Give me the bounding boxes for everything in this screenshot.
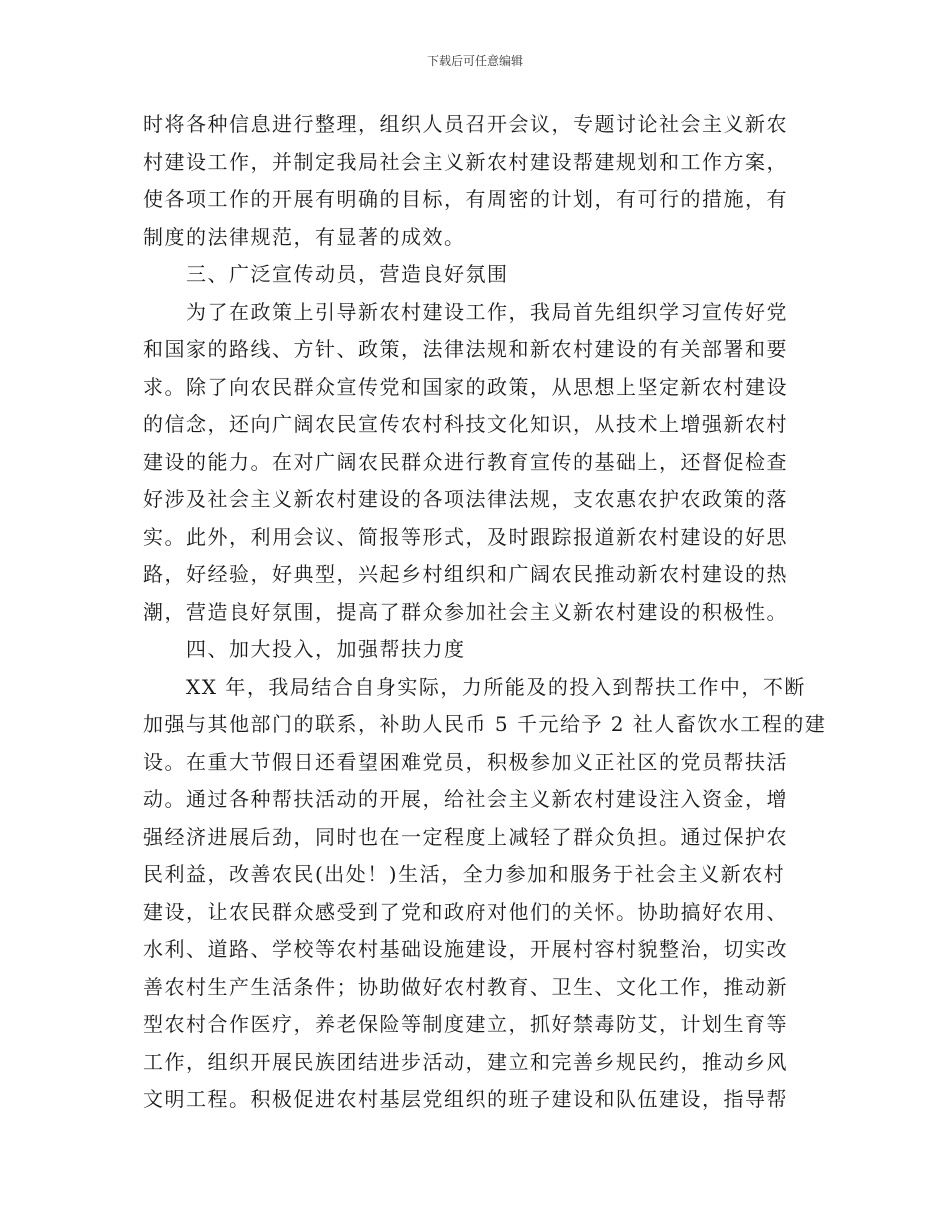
text-line-1: 时将各种信息进行整理，组织人员召开会议，专题讨论社会主义新农 <box>143 112 788 136</box>
text-line-12: 实。此外，利用会议、简报等形式，及时跟踪报道新农村建设的好思 <box>143 524 788 549</box>
text-line-21: 民利益，改善农民(出处！)生活，全力参加和服务于社会主义新农村 <box>143 862 786 886</box>
text-line-26: 工作，组织开展民族团结进步活动，建立和完善乡规民约，推动乡风 <box>143 1049 788 1074</box>
text-line-2: 村建设工作，并制定我局社会主义新农村建设帮建规划和工作方案， <box>143 149 788 174</box>
text-line-19: 动。通过各种帮扶活动的开展，给社会主义新农村建设注入资金，增 <box>143 787 788 811</box>
text-line-6: 为了在政策上引导新农村建设工作，我局首先组织学习宣传好党 <box>186 299 788 324</box>
text-line-18: 设。在重大节假日还看望困难党员，积极参加义正社区的党员帮扶活 <box>143 749 788 774</box>
text-line-16: XX 年，我局结合自身实际，力所能及的投入到帮扶工作中，不断 <box>186 674 806 699</box>
text-line-22: 建设，让农民群众感受到了党和政府对他们的关怀。协助搞好农用、 <box>143 899 788 924</box>
text-line-25: 型农村合作医疗，养老保险等制度建立，抓好禁毒防艾，计划生育等 <box>143 1012 788 1036</box>
text-line-4: 制度的法律规范，有显著的成效。 <box>143 224 466 249</box>
text-line-14: 潮，营造良好氛围，提高了群众参加社会主义新农村建设的积极性。 <box>143 599 788 624</box>
document-body <box>143 106 827 1119</box>
text-line-24: 善农村生产生活条件；协助做好农村教育、卫生、文化工作，推动新 <box>143 974 788 999</box>
text-line-3: 使各项工作的开展有明确的目标，有周密的计划，有可行的措施，有 <box>143 187 788 211</box>
text-line-11: 好涉及社会主义新农村建设的各项法律法规，支农惠农护农政策的落 <box>143 487 788 511</box>
text-line-17: 加强与其他部门的联系，补助人民币 5 千元给予 2 社人畜饮水工程的建 <box>143 712 827 736</box>
section-heading-3: 三、广泛宣传动员，营造良好氛围 <box>186 262 509 286</box>
text-line-7: 和国家的路线、方针、政策，法律法规和新农村建设的有关部署和要 <box>143 337 788 361</box>
text-line-20: 强经济进展后劲，同时也在一定程度上减轻了群众负担。通过保护农 <box>143 824 788 849</box>
text-line-8: 求。除了向农民群众宣传党和国家的政策，从思想上坚定新农村建设 <box>143 374 788 399</box>
section-heading-4: 四、加大投入，加强帮扶力度 <box>186 637 466 661</box>
page-header: 下载后可任意编辑 <box>426 54 523 68</box>
text-line-13: 路，好经验，好典型，兴起乡村组织和广阔农民推动新农村建设的热 <box>143 562 788 586</box>
text-line-23: 水利、道路、学校等农村基础设施建设，开展村容村貌整治，切实改 <box>143 937 788 961</box>
text-line-27: 文明工程。积极促进农村基层党组织的班子建设和队伍建设，指导帮 <box>143 1087 788 1111</box>
text-line-9: 的信念，还向广阔农民宣传农村科技文化知识，从技术上增强新农村 <box>143 412 788 436</box>
text-line-10: 建设的能力。在对广阔农民群众进行教育宣传的基础上，还督促检查 <box>143 449 788 474</box>
